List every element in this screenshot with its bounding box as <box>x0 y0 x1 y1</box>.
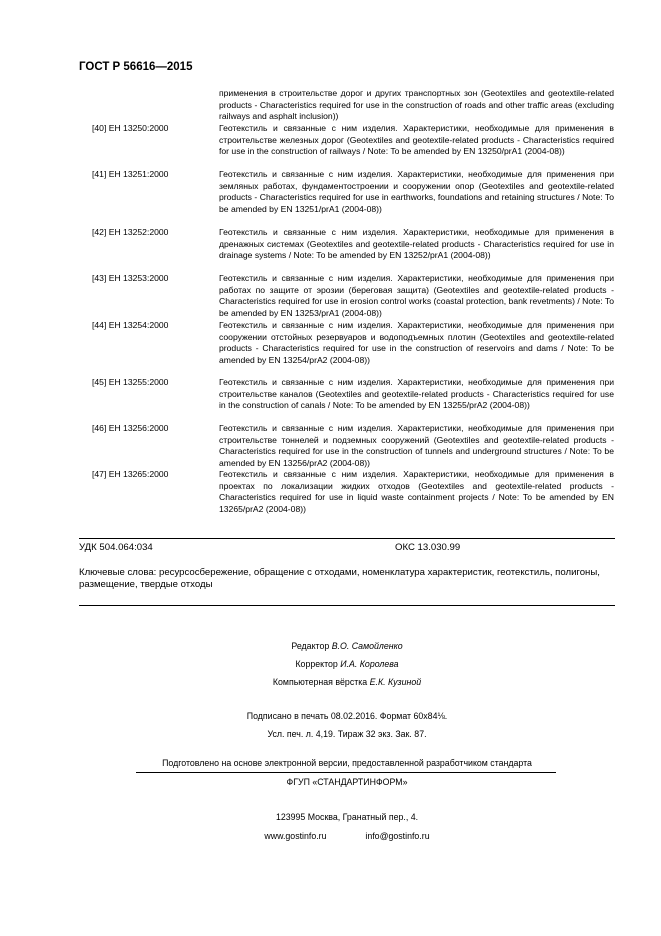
reference-id: [46] ЕН 13256:2000 <box>92 423 169 433</box>
oks-code: ОКС 13.030.99 <box>395 542 461 553</box>
reference-text: Геотекстиль и связанные с ним изделия. Характеристики, необходимые для применения в дренажных системах (Geotextiles and geotextile-related products - Characteristics required for use in drainage systems / Note: To be amended by EN 13252/prA1 (2004-08)) <box>219 227 614 261</box>
divider <box>79 605 615 606</box>
reference-item <box>79 469 614 515</box>
organization-name: ФГУП «СТАНДАРТИНФОРМ» <box>286 777 408 787</box>
editor-name: В.О. Самойленко <box>331 641 403 651</box>
reference-item <box>79 377 614 412</box>
reference-text: Геотекстиль и связанные с ним изделия. Характеристики, необходимые для применения при работах по защите от эрозии (береговая защита) (Geotextiles and geotextile-related products - Characteristics required for use in erosion control works (coastal protection, bank revetments) / Note: To be amended by EN 13253/prA1 (2004-08)) <box>219 273 614 318</box>
document-header: ГОСТ Р 56616—2015 <box>79 61 193 73</box>
reference-text: применения в строительстве дорог и других транспортных зон (Geotextiles and geotextile-related products - Characteristics required for use in the construction of roads and other traffic areas (excluding railways and asphalt inclusion)) <box>219 88 614 122</box>
reference-text: Геотекстиль и связанные с ним изделия. Характеристики, необходимые для применения при земляных работах, фундаментостроении и сооружении опор (Geotextiles and geotextile-related products - Characteristics required for use in earthworks, foundations and retaining structures / Note: To be amended by EN 13251/prA1 (2004-08)) <box>219 169 614 214</box>
layout-line <box>79 677 615 687</box>
reference-text: Геотекстиль и связанные с ним изделия. Характеристики, необходимые для применения при сооружении отстойных резервуаров и водоподъемных плотин (Geotextiles and geotextile-related products - Characteristics required for use in the construction of reservoirs and dams / Note: To be amended by EN 13254/prA2 (2004-08)) <box>219 320 614 365</box>
website-link[interactable]: www.gostinfo.ru <box>264 831 327 841</box>
reference-text: Геотекстиль и связанные с ним изделия. Характеристики, необходимые для применения при строительстве тоннелей и подземных сооружений (Geotextiles and geotextile-related products - Characteristics required for use in the construction of tunnels and underground structures / Note: To be amended by EN 13256/prA2 (2004-08)) <box>219 423 614 468</box>
reference-item <box>79 169 614 215</box>
prepared-line: Подготовлено на основе электронной версии, предоставленной разработчиком стандарта <box>162 758 532 768</box>
editor-line <box>79 641 615 651</box>
reference-id: [42] ЕН 13252:2000 <box>92 227 169 237</box>
reference-item <box>79 123 614 158</box>
divider <box>136 772 556 773</box>
keywords: Ключевые слова: ресурсосбережение, обращение с отходами, номенклатура характеристик, геотекстиль, полигоны, размещение, твердые отходы <box>79 567 600 591</box>
reference-text: Геотекстиль и связанные с ним изделия. Характеристики, необходимые для применения в проектах по локализации жидких отходов (Geotextiles and geotextile-related products - Characteristics required for use in liquid waste containment projects / Note: To be amended by EN 13265/prA2 (2004-08)) <box>219 469 614 514</box>
reference-id: [44] ЕН 13254:2000 <box>92 320 169 330</box>
corrector-label: Корректор <box>295 659 338 669</box>
reference-id: [41] ЕН 13251:2000 <box>92 169 169 179</box>
reference-text: Геотекстиль и связанные с ним изделия. Характеристики, необходимые для применения в строительстве железных дорог (Geotextiles and geotextile-related products - Characteristics required for use in the construction of railways / Note: To be amended by EN 13250/prA1 (2004-08)) <box>219 123 614 157</box>
reference-id: [47] ЕН 13265:2000 <box>92 469 169 479</box>
editor-label: Редактор <box>291 641 330 651</box>
reference-item <box>79 320 614 366</box>
corrector-name: И.А. Королева <box>340 659 399 669</box>
signed-line: Подписано в печать 08.02.2016. Формат 60х84⅛. <box>246 711 448 721</box>
contacts-line <box>79 831 615 841</box>
reference-text: Геотекстиль и связанные с ним изделия. Характеристики, необходимые для применения при строительстве каналов (Geotextiles and geotextile-related products - Characteristics required for use in the construction of canals / Note: To be amended by EN 13255/prA2 (2004-08)) <box>219 377 614 411</box>
layout-name: Е.К. Кузиной <box>369 677 422 687</box>
divider <box>79 538 615 539</box>
reference-continuation <box>79 88 614 123</box>
reference-id: [43] ЕН 13253:2000 <box>92 273 169 283</box>
print-info-line: Усл. печ. л. 4,19. Тираж 32 экз. Зак. 87. <box>267 729 427 739</box>
corrector-line <box>79 659 615 669</box>
udk-code: УДК 504.064:034 <box>79 542 153 553</box>
layout-label: Компьютерная вёрстка <box>272 677 368 687</box>
reference-id: [40] ЕН 13250:2000 <box>92 123 169 133</box>
address-line: 123995 Москва, Гранатный пер., 4. <box>275 812 419 822</box>
reference-item <box>79 423 614 469</box>
email-link[interactable]: info@gostinfo.ru <box>365 831 430 841</box>
reference-item <box>79 273 614 319</box>
reference-item <box>79 227 614 262</box>
reference-id: [45] ЕН 13255:2000 <box>92 377 169 387</box>
